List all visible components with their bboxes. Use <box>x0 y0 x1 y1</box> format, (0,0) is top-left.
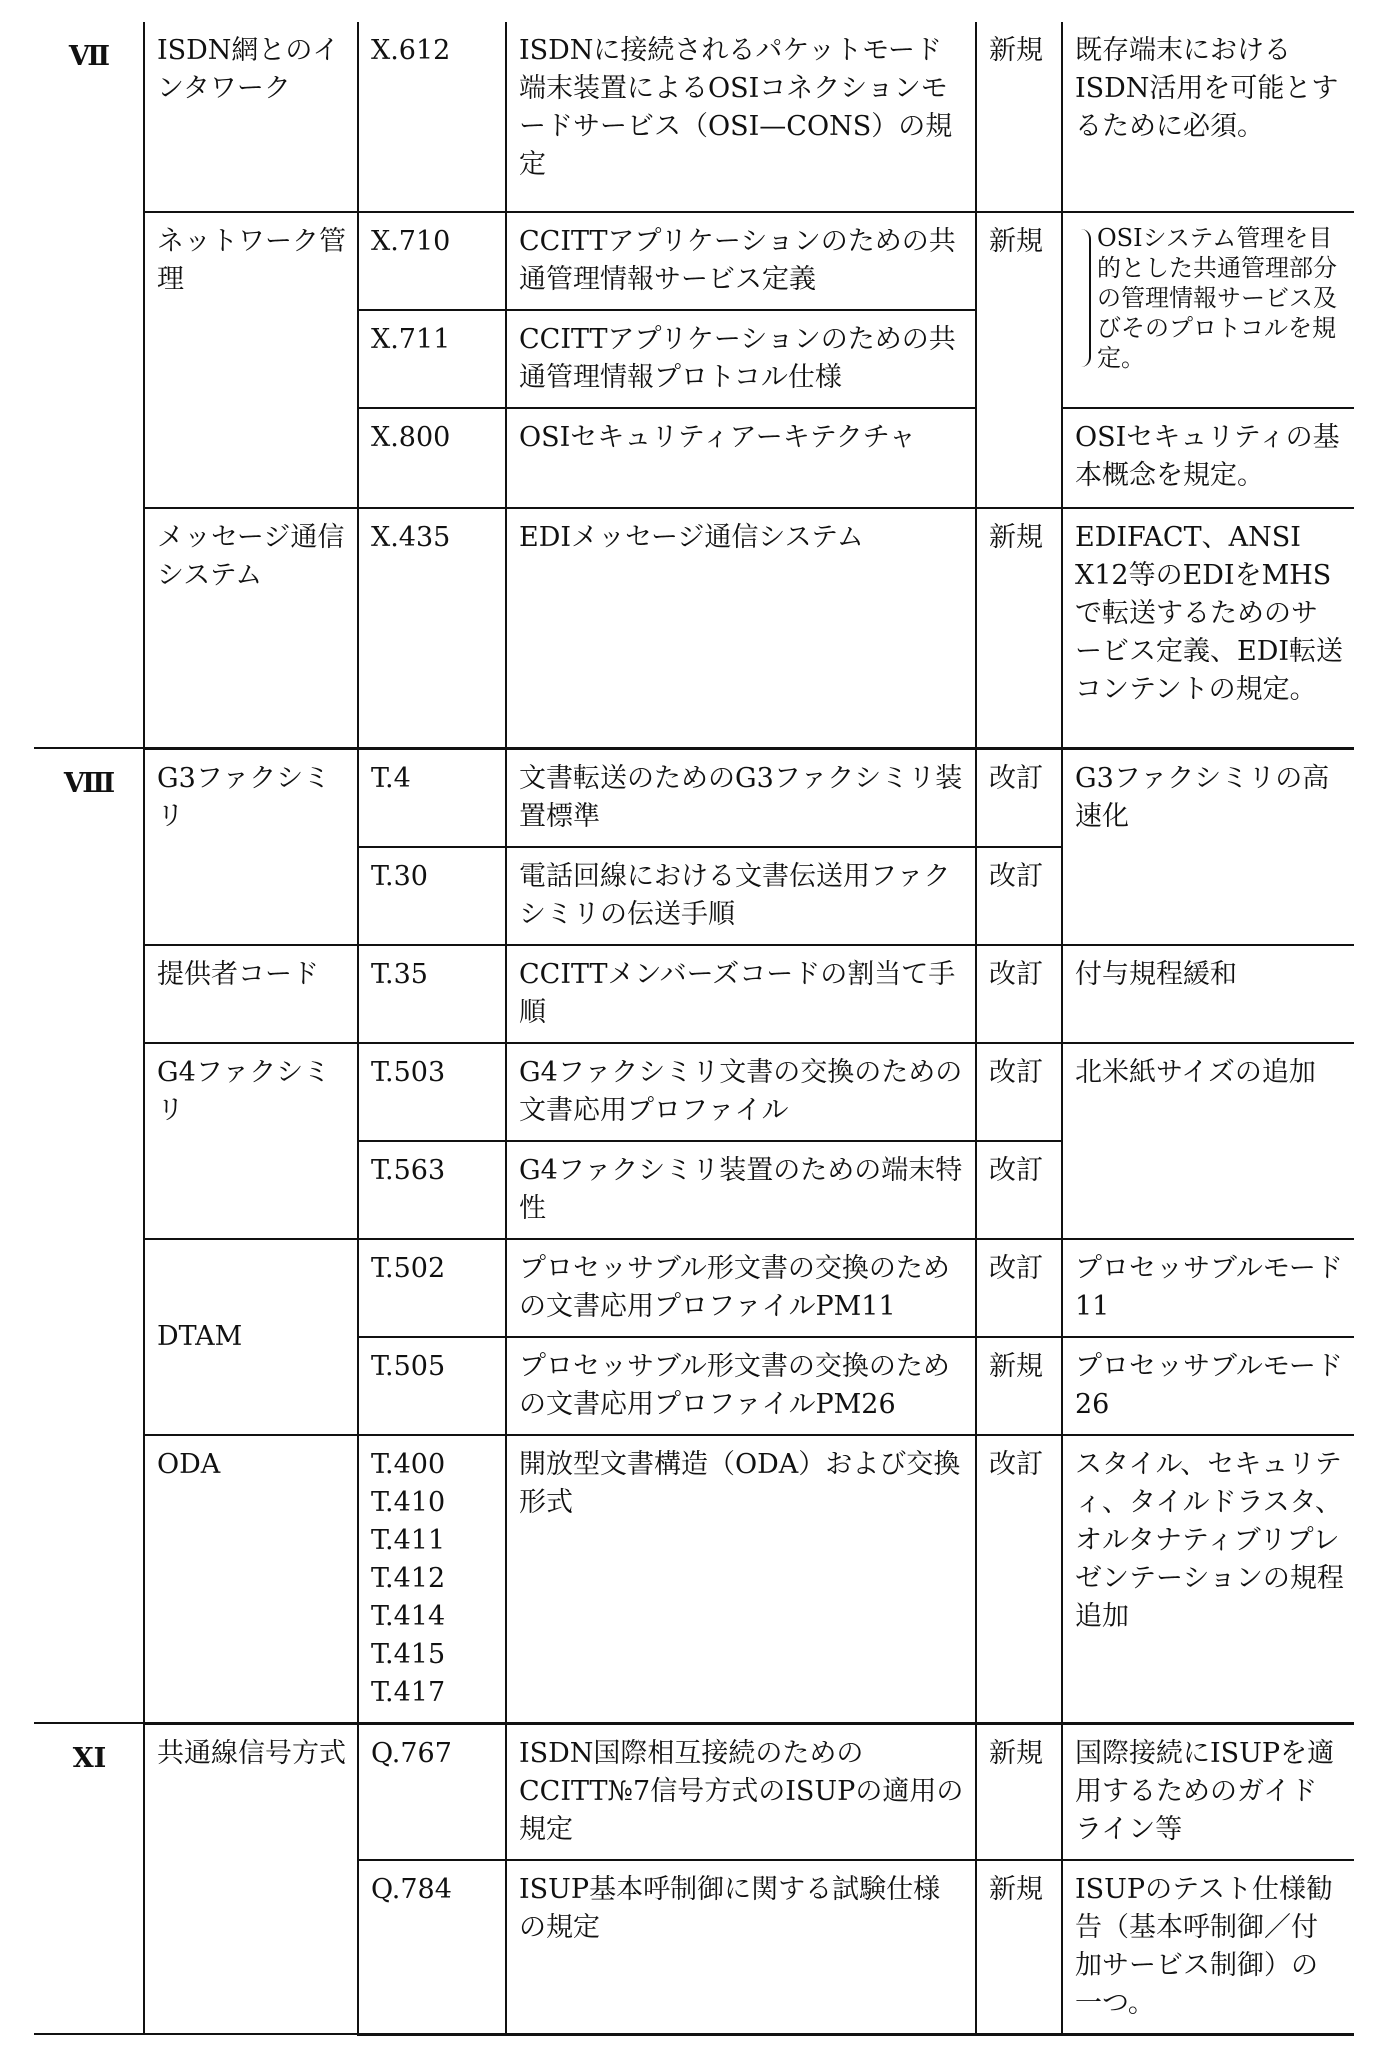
title-cell: CCITTアプリケーションのための共通管理情報プロトコル仕様 <box>506 310 976 408</box>
code-cell: T.4 <box>358 748 506 847</box>
table-row <box>34 748 1354 847</box>
group-label: XI <box>34 1723 144 2034</box>
title-cell: 文書転送のためのG3ファクシミリ装置標準 <box>506 748 976 847</box>
title-cell: ISDN国際相互接続のためのCCITT№7信号方式のISUPの適用の規定 <box>506 1723 976 1860</box>
code-cell: Q.767 <box>358 1723 506 1860</box>
table-row <box>34 1435 1354 1724</box>
brace-remark: OSIシステム管理を目的とした共通管理部分の管理情報サービス及びそのプロトコルを規定。 <box>1075 223 1344 373</box>
title-cell: ISDNに接続されるパケットモード端末装置によるOSIコネクションモードサービス（OSI—CONS）の規定 <box>506 22 976 212</box>
code-cell: T.563 <box>358 1141 506 1239</box>
category-cell: ネットワーク管理 <box>144 212 358 508</box>
type-cell: 改訂 <box>976 1435 1062 1724</box>
code-cell: T.35 <box>358 945 506 1043</box>
table-row <box>34 508 1354 748</box>
title-cell: プロセッサブル形文書の交換のための文書応用プロファイルPM26 <box>506 1337 976 1435</box>
category-cell: G3ファクシミリ <box>144 748 358 945</box>
type-cell: 改訂 <box>976 1141 1062 1239</box>
type-cell: 改訂 <box>976 1043 1062 1141</box>
title-cell: G4ファクシミリ装置のための端末特性 <box>506 1141 976 1239</box>
code-cell: X.800 <box>358 408 506 508</box>
type-cell: 新規 <box>976 1337 1062 1435</box>
category-cell: DTAM <box>144 1239 358 1435</box>
table-row <box>34 1043 1354 1141</box>
remark-cell: OSIセキュリティの基本概念を規定。 <box>1062 408 1354 508</box>
category-cell: 共通線信号方式 <box>144 1723 358 2034</box>
remark-cell <box>1062 212 1354 408</box>
code-cell: T.503 <box>358 1043 506 1141</box>
code-cell: X.711 <box>358 310 506 408</box>
remark-cell: プロセッサブルモード11 <box>1062 1239 1354 1337</box>
remark-cell: 北米紙サイズの追加 <box>1062 1043 1354 1239</box>
code-cell: T.502 <box>358 1239 506 1337</box>
remark-cell: 既存端末におけるISDN活用を可能とするために必須。 <box>1062 22 1354 212</box>
title-cell: OSIセキュリティアーキテクチャ <box>506 408 976 508</box>
title-cell: CCITTアプリケーションのための共通管理情報サービス定義 <box>506 212 976 310</box>
title-cell: EDIメッセージ通信システム <box>506 508 976 748</box>
title-cell: CCITTメンバーズコードの割当て手順 <box>506 945 976 1043</box>
table-row <box>34 22 1354 212</box>
group-label: Ⅶ <box>34 22 144 748</box>
title-cell: G4ファクシミリ文書の交換のための文書応用プロファイル <box>506 1043 976 1141</box>
code-cell: T.400 T.410 T.411 T.412 T.414 T.415 T.417 <box>358 1435 506 1724</box>
title-cell: 開放型文書構造（ODA）および交換形式 <box>506 1435 976 1724</box>
code-cell: T.505 <box>358 1337 506 1435</box>
table-row <box>34 1239 1354 1337</box>
code-cell: X.435 <box>358 508 506 748</box>
remark-cell: 国際接続にISUPを適用するためのガイドライン等 <box>1062 1723 1354 1860</box>
table-row <box>34 212 1354 310</box>
type-cell: 改訂 <box>976 847 1062 945</box>
type-cell: 新規 <box>976 212 1062 508</box>
code-cell: X.710 <box>358 212 506 310</box>
category-cell: ODA <box>144 1435 358 1724</box>
type-cell: 改訂 <box>976 748 1062 847</box>
category-cell: メッセージ通信システム <box>144 508 358 748</box>
remark-cell: 付与規程緩和 <box>1062 945 1354 1043</box>
type-cell: 改訂 <box>976 945 1062 1043</box>
category-cell: G4ファクシミリ <box>144 1043 358 1239</box>
title-cell: 電話回線における文書伝送用ファクシミリの伝送手順 <box>506 847 976 945</box>
type-cell: 改訂 <box>976 1239 1062 1337</box>
type-cell: 新規 <box>976 1723 1062 1860</box>
type-cell: 新規 <box>976 508 1062 748</box>
code-cell: X.612 <box>358 22 506 212</box>
type-cell: 新規 <box>976 1860 1062 2035</box>
recommendation-table <box>34 22 1354 2036</box>
title-cell: プロセッサブル形文書の交換のための文書応用プロファイルPM11 <box>506 1239 976 1337</box>
table-row <box>34 945 1354 1043</box>
category-cell: 提供者コード <box>144 945 358 1043</box>
category-cell: ISDN網とのインタワーク <box>144 22 358 212</box>
code-cell: Q.784 <box>358 1860 506 2035</box>
code-cell: T.30 <box>358 847 506 945</box>
remark-cell: スタイル、セキュリティ、タイルドラスタ、オルタナティブリプレゼンテーションの規程追加 <box>1062 1435 1354 1724</box>
type-cell: 新規 <box>976 22 1062 212</box>
title-cell: ISUP基本呼制御に関する試験仕様の規定 <box>506 1860 976 2035</box>
group-label: Ⅷ <box>34 748 144 1723</box>
remark-cell: プロセッサブルモード26 <box>1062 1337 1354 1435</box>
remark-cell: EDIFACT、ANSI X12等のEDIをMHSで転送するためのサービス定義、EDI転送コンテントの規定。 <box>1062 508 1354 748</box>
remark-cell: ISUPのテスト仕様勧告（基本呼制御／付加サービス制御）の一つ。 <box>1062 1860 1354 2035</box>
table-row <box>34 1723 1354 1860</box>
remark-cell: G3ファクシミリの高速化 <box>1062 748 1354 945</box>
